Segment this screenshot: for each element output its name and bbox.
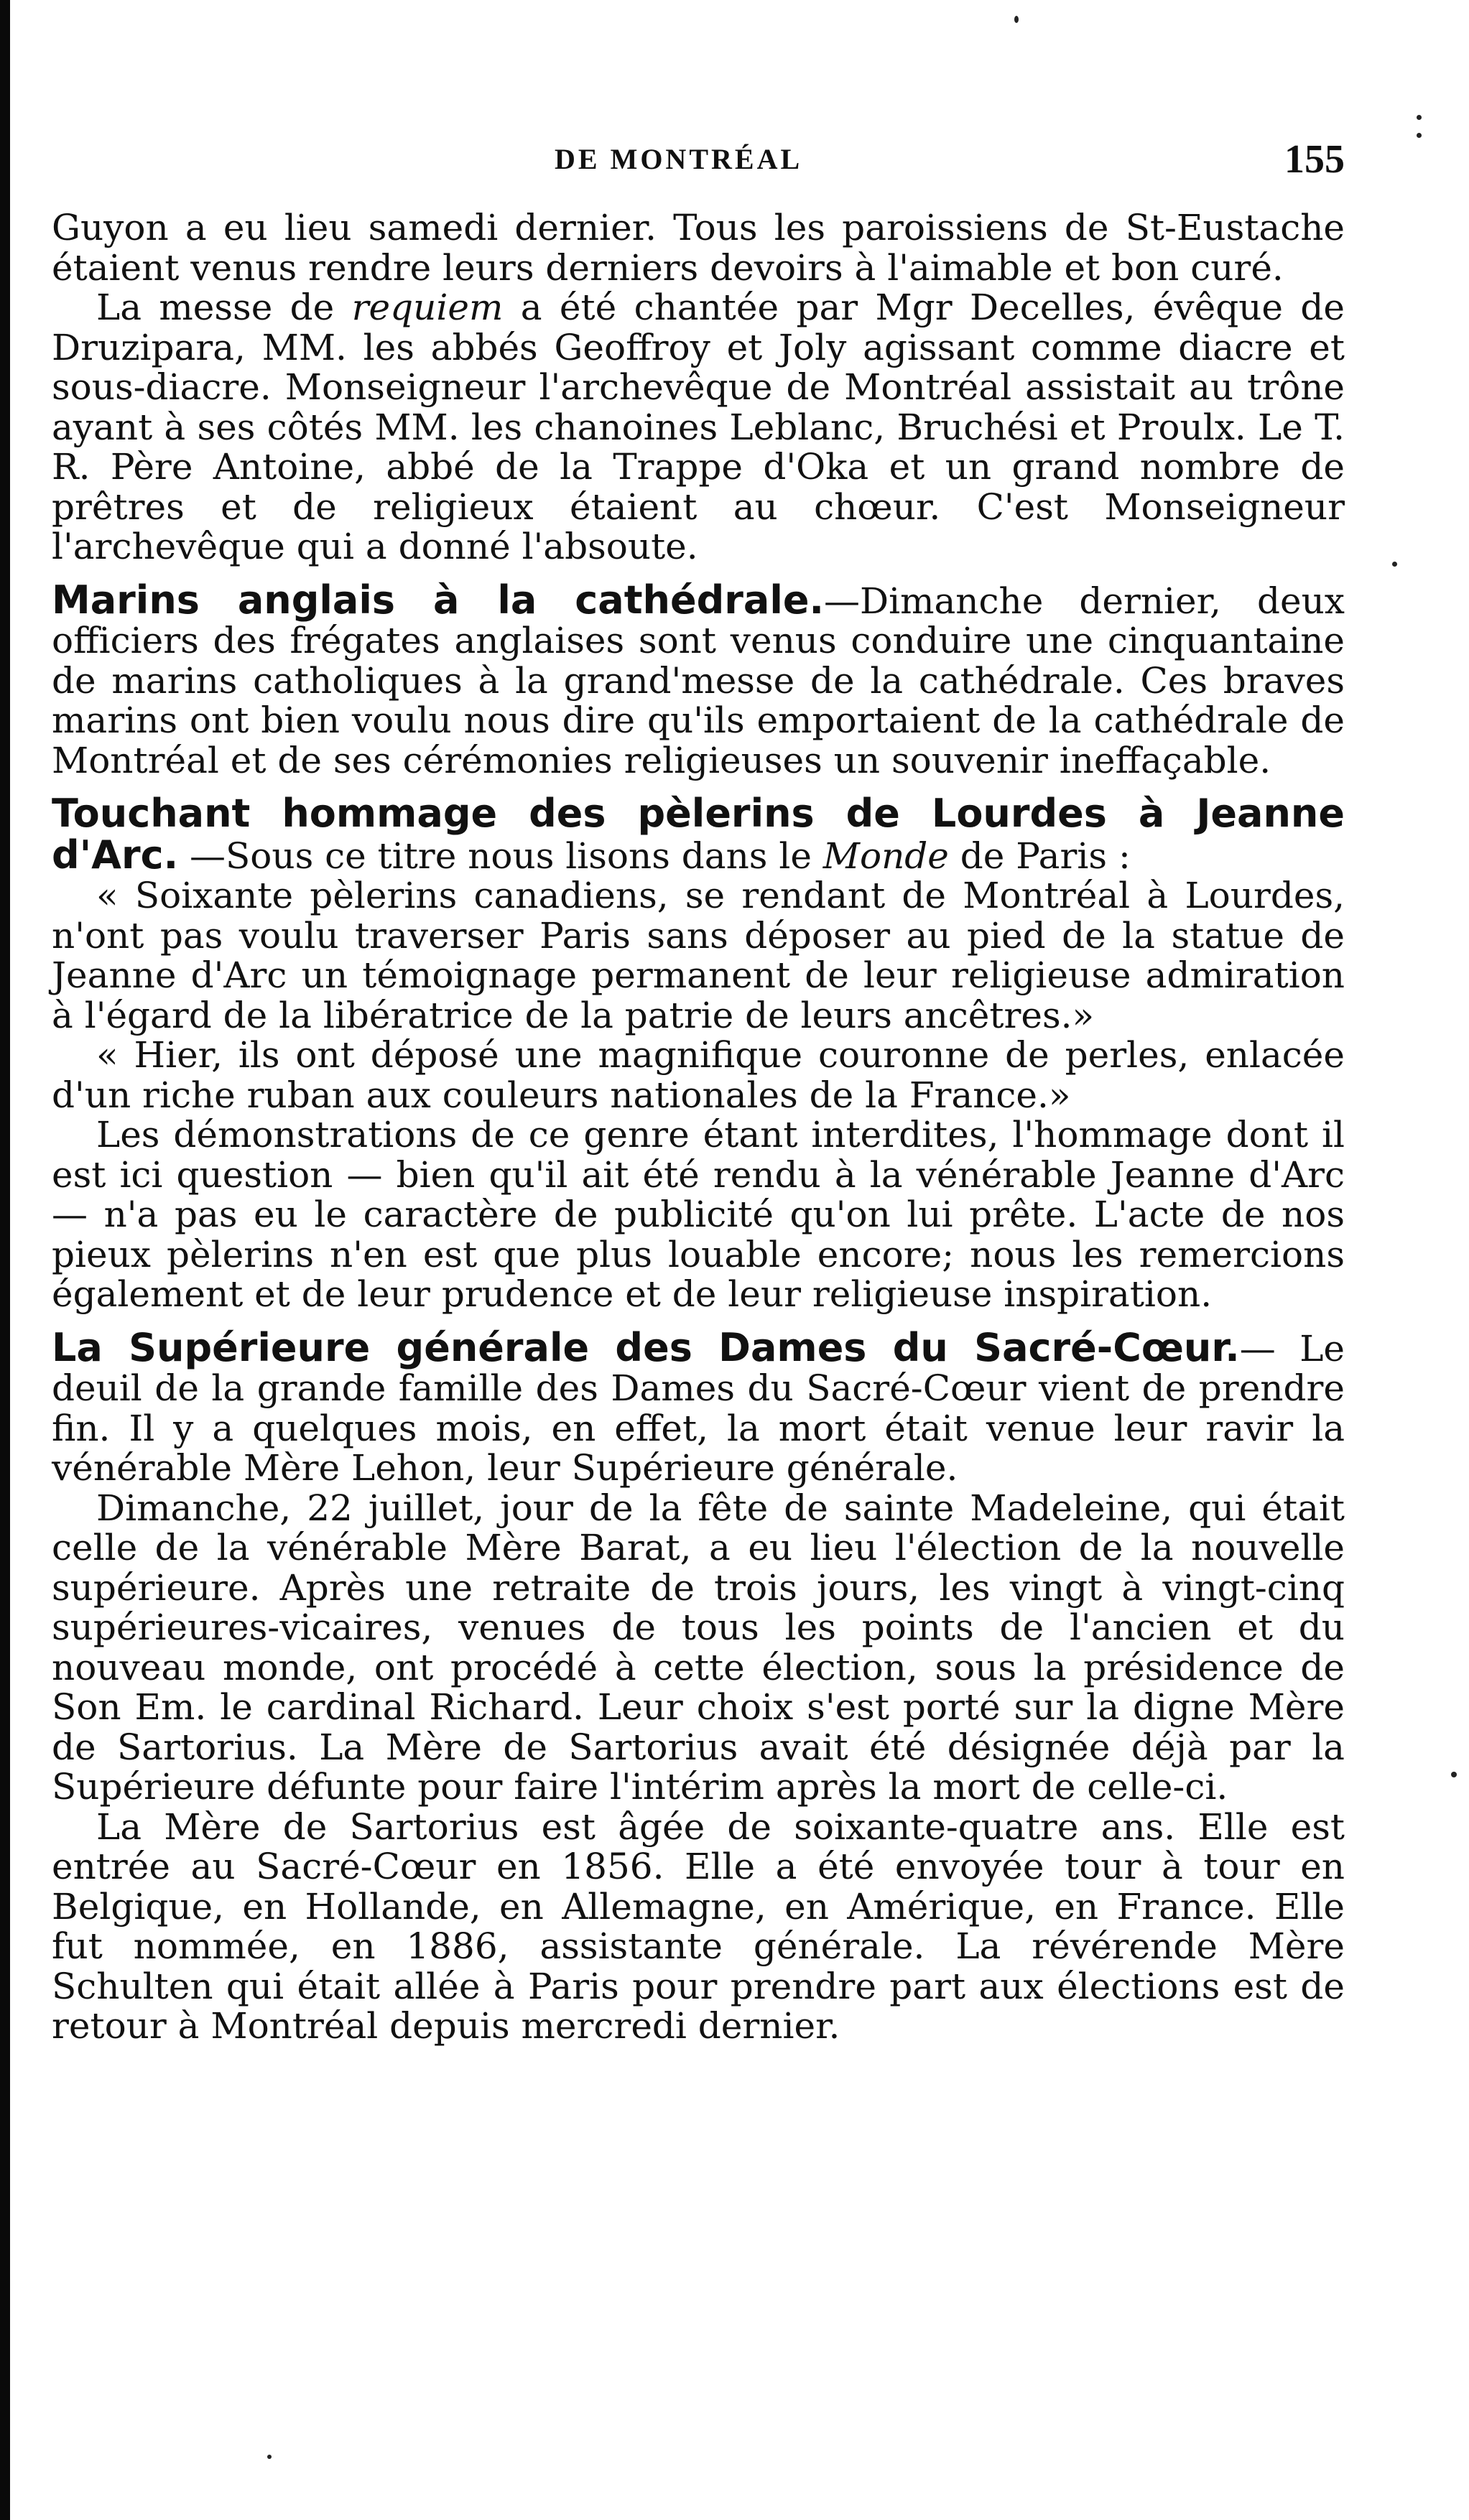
paragraph <box>52 577 1345 781</box>
paragraph <box>52 791 1345 878</box>
article <box>52 791 1345 1315</box>
paragraph <box>52 1036 1345 1115</box>
paragraph-text: La messe de <box>96 287 352 328</box>
article-body <box>52 208 1345 2047</box>
article <box>52 1324 1345 2047</box>
article-headline: Touchant hommage des pèlerins de Lourdes à Jeanne d'Arc. <box>52 791 1345 878</box>
italic-text: requiem <box>351 287 504 328</box>
paragraph-text: —Dimanche dernier, deux officiers des frégates anglaises sont venus conduire une cinquantaine de marins catholiques à la grand'messe de la cathédrale. Ces braves marins ont bien voulu nous dire qu'ils emportaient de la cathédrale de Montréal et de ses cérémonies religieuses un souvenir ineffaçable. <box>52 580 1345 781</box>
article <box>52 577 1345 781</box>
scan-speck <box>1417 115 1422 120</box>
paragraph-text: « Soixante pèlerins canadiens, se rendant de Montréal à Lourdes, n'ont pas voulu traverser Paris sans déposer au pied de la statue de Jeanne d'Arc un témoignage permanent de leur religieuse admiration à l'égard de la libératrice de la patrie de leurs ancêtres.» <box>52 875 1345 1036</box>
page-edge-rule <box>0 0 10 2520</box>
paragraph-text: La Mère de Sartorius est âgée de soixante-quatre ans. Elle est entrée au Sacré-Cœur en 1856. Elle a été envoyée tour à tour en Belgique, en Hollande, en Allemagne, en Amérique, en France. Elle fut nommée, en 1886, assistante générale. La révérende Mère Schulten qui était allée à Paris pour prendre part aux élections est de retour à Montréal depuis mercredi dernier. <box>52 1805 1345 2047</box>
article-headline: Marins anglais à la cathédrale. <box>52 577 824 623</box>
scan-speck <box>1451 1772 1457 1777</box>
paragraph-text: Guyon a eu lieu samedi dernier. Tous les paroissiens de St-Eustache étaient venus rendre leurs derniers devoirs à l'aimable et bon curé. <box>52 207 1345 289</box>
book-page <box>52 136 1345 2060</box>
page-header <box>52 136 1345 182</box>
paragraph <box>52 208 1345 288</box>
paragraph <box>52 1489 1345 1808</box>
scan-speck <box>1392 562 1397 567</box>
paragraph-text: « Hier, ils ont déposé une magnifique couronne de perles, enlacée d'un riche ruban aux couleurs nationales de la France.» <box>52 1034 1345 1116</box>
paragraph <box>52 288 1345 567</box>
paragraph <box>52 1324 1345 1489</box>
page-number: 155 <box>1284 137 1345 182</box>
scan-speck <box>1417 133 1422 138</box>
paragraph-text: — Le deuil de la grande famille des Dames du Sacré-Cœur vient de prendre fin. Il y a quelques mois, en effet, la mort était venue leur ravir la vénérable Mère Lehon, leur Supérieure générale. <box>52 1327 1345 1489</box>
paragraph <box>52 1805 1345 2047</box>
paragraph-text: de Paris : <box>948 834 1131 877</box>
italic-text: Monde <box>822 834 949 877</box>
running-title: DE MONTRÉAL <box>555 143 803 175</box>
paragraph <box>52 876 1345 1036</box>
article <box>52 208 1345 567</box>
paragraph-text: Dimanche, 22 juillet, jour de la fête de sainte Madeleine, qui était celle de la vénérable Mère Barat, a eu lieu l'élection de la nouvelle supérieure. Après une retraite de trois jours, les vingt à vingt-cinq supérieures-vicaires, venues de tous les points de l'ancien et du nouveau monde, ont procédé à cette élection, sous la présidence de Son Em. le cardinal Richard. Leur choix s'est porté sur la digne Mère de Sartorius. La Mère de Sartorius avait été désignée déjà par la Supérieure défunte pour faire l'intérim après la mort de celle-ci. <box>52 1487 1345 1808</box>
article-headline: La Supérieure générale des Dames du Sacré-Cœur. <box>52 1324 1240 1370</box>
scan-speck <box>267 2455 272 2459</box>
paragraph-text: Les démonstrations de ce genre étant interdites, l'hommage dont il est ici question — bien qu'il ait été rendu à la vénérable Jeanne d'Arc — n'a pas eu le caractère de publicité qu'on lui prête. L'acte de nos pieux pèlerins n'en est que plus louable encore; nous les remercions également et de leur prudence et de leur religieuse inspiration. <box>52 1114 1345 1315</box>
paragraph <box>52 1115 1345 1315</box>
paragraph-text: a été chantée par Mgr Decelles, évêque de Druzipara, MM. les abbés Geoffroy et Joly agissant comme diacre et sous-diacre. Monseigneur l'archevêque de Montréal assistait au trône ayant à ses côtés MM. les chanoines Leblanc, Bruchési et Proulx. Le T. R. Père Antoine, abbé de la Trappe d'Oka et un grand nombre de prêtres et de religieux étaient au chœur. C'est Monseigneur l'archevêque qui a donné l'absoute. <box>52 287 1345 567</box>
scan-speck <box>1014 16 1019 23</box>
paragraph-text: —Sous ce titre nous lisons dans le <box>178 834 823 877</box>
